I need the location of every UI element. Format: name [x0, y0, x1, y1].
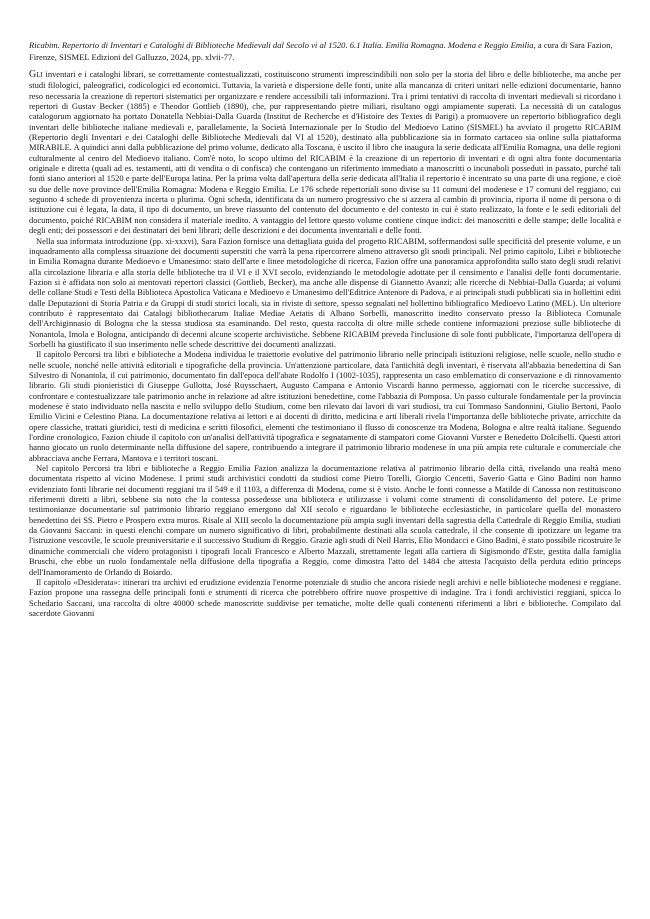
book-details: , a cura di Sara Fazion, Firenze, SISMEL Edizioni del Galluzzo, 2024, pp. xlvii-77.	[29, 40, 613, 62]
review-paragraph: Il capitolo «Desiderata»: itinerari tra archivi ed erudizione evidenzia l'enorme potenziale di studio che ancora risiede negli archivi e nelle biblioteche modenesi e reggiane. Fazion propone una rassegna delle principali fonti e strumenti di ricerca che potrebbero offrire nuove prospettive di indagine. Tra i fondi archivistici reggiani, spicca lo Schedario Saccani, una raccolta di oltre 40000 schede manoscritte suddivise per tematiche, molte delle quali contenenti riferimenti a libri e biblioteche. Compilato dal sacerdote Giovanni	[29, 576, 621, 618]
book-series-title: Ricabim. Repertorio di Inventari e Cataloghi di Biblioteche Medievali dal Secolo vi al 1520. 6.1 Italia. Emilia Romagna. Modena e Reggio Emilia	[29, 40, 534, 50]
review-paragraph: Il capitolo Percorsi tra libri e biblioteche a Modena individua le traiettorie evolutive del patrimonio librario nelle principali istituzioni religiose, nelle scuole, nello studio e nelle scuole, nonché nelle attività editoriali e tipografiche della provincia. Un'attenzione particolare, data l'antichità degli inventari, è riservata all'abbazia benedettina di San Silvestro di Nonantola, il cui patrimonio, documentato fin dall'epoca dell'abate Rodolfo I (1002-1035), rappresenta un caso emblematico di conservazione e di rinnovamento librario. Gli studi pionieristici di Giuseppe Gullotta, José Ruysschaert, Augusto Campana e Antonio Viscardi hanno permesso, aggiornati con le ricerche successive, di confrontare e contestualizzare tale patrimonio anche in relazione ad altre istituzioni benedettine, come l'abbazia di Pomposa. Un passo culturale fondamentale per la provincia modenese è stato individuato nella nascita e nello sviluppo dello Studium, come ben rilevato dai lavori di vari studiosi, tra cui Tommaso Sandonnini, Giulio Bertoni, Paolo Emilio Vicini e Celestino Piana. La documentazione relativa ai lettori e ai docenti di diritto, medicina e arti liberali rivela l'importanza delle biblioteche private, arricchite da opere classiche, trattati giuridici, testi di medicina e scritti filosofici, elementi che testimoniano il flusso di conoscenze tra Modena, Bologna e altre realtà italiane. Seguendo l'ordine cronologico, Fazion chiude il capitolo con un'analisi dell'attività tipografica e segnatamente di stampatori come Giovanni Vurster e Benedetto Dolcibelli. Questi attori hanno giocato un ruolo determinante nella diffusione del sapere, contribuendo a integrare il patrimonio librario modenese in una più ampia rete culturale e commerciale che abbracciava anche Ferrara, Mantova e i territori toscani.	[29, 349, 621, 463]
review-body	[29, 69, 621, 618]
paragraph-text: inventari e i cataloghi librari, se correttamente contestualizzati, costituiscono strumenti imprescindibili non solo per la storia del libro e delle biblioteche, ma anche per studi filologici, paleografici, codicologici ed economici. Tuttavia, la varietà e dispersione delle fonti, unite alla mancanza di criteri unitari nelle edizioni documentarie, hanno reso necessaria la creazione di repertori sistematici per organizzare e rendere accessibili tali informazioni. Tra i primi tentativi di raccolta di inventari medievali si ricordano i repertori di Gustav Becker (1885) e Theodor Gottlieb (1890), che, pur rappresentando pietre miliari, risultano oggi ampiamente superati. La necessità di un catalogus catalogorum aggiornato ha portato Donatella Nebbiai-Dalla Guarda (Institut de Recherche et d'Histoire des Textes di Parigi) a promuovere un repertorio bibliografico degli inventari delle biblioteche italiane medievali e, parallelamente, la Società Internazionale per lo Studio del Medioevo Latino (SISMEL) ha avviato il progetto RICABIM (Repertorio degli Inventari e dei Cataloghi delle Biblioteche Medievali dal VI al 1520), destinato alla pubblicazione sia in formato cartaceo sia online sulla piattaforma MIRABILE. A quindici anni dalla pubblicazione del primo volume, dedicato alla Toscana, è uscito il libro che inaugura la serie dedicata all'Emilia Romagna, una delle regioni culturalmente al centro del Medioevo italiano. Com'è noto, lo scopo ultimo del RICABIM è la creazione di un repertorio di inventari e di ogni altra fonte documentaria originale e diretta (quali ad es. testamenti, atti di vendita o di confisca) che contengano un riferimento immediato a manoscritti o incunaboli posseduti in passato, purché tali fonti siano anteriori al 1520 e parte dell'Europa latina. Per la prima volta dall'apertura della serie dedicata all'Italia il repertorio è incentrato su una parte di una regione, e cioè su due delle nove province dell'Emilia Romagna: Modena e Reggio Emilia. Le 176 schede repertoriali sono divise su 11 comuni del modenese e 17 comuni del reggiano, cui seguono 4 schede di provenienza incerta o plurima. Ogni scheda, identificata da un numero progressivo che si azzera al cambio di provincia, riporta il nome di persona o di istituzione cui è legata, la data, il tipo di documento, un breve riassunto del contenuto del documento e del contesto in cui è stato realizzato, la fonte e le sedi editoriali del documento, poiché RICABIM non considera il materiale inedito. A vantaggio del lettore questo volume contiene cinque indici: dei manoscritti e delle stampe; delle località e degli enti; dei possessori e dei destinatari dei beni librari; delle descrizioni e dei documenta inventariali e delle fonti.	[29, 69, 621, 236]
book-citation	[29, 40, 621, 63]
review-paragraph: Nella sua informata introduzione (pp. xi-xxxvi), Sara Fazion fornisce una dettagliata guida del progetto RICABIM, soffermandosi sulle specificità del presente volume, e un inquadramento alla complessa situazione dei documenti superstiti che varrà la pena ripercorrere almeno attraverso gli snodi principali. Nel primo capitolo, Libri e biblioteche in Emilia Romagna durante Medioevo e Umanesimo: stato dell'arte e linee metodologiche di ricerca, Fazion offre una panoramica approfondita sullo stato degli studi relativi alla circolazione libraria e alla storia delle biblioteche tra il VI e il XVI secolo, evidenziando le metodologie adottate per il censimento e l'analisi delle fonti documentarie. Fazion si è affidata non solo ai mentovati repertori classici (Gottlieb, Becker), ma anche alle dispense di Giannetto Avanzi; alle ricerche di Nebbiai-Dalla Guarda; ai volumi delle collane Studi e Testi della Biblioteca Apostolica Vaticana e Medioevo e Umanesimo dell'Editrice Antenore di Padova, e ai principali studi pubblicati sia in bollettini editi dalle Deputazioni di Storia Patria e da Gruppi di studi storici locali, sia in riviste di settore, spesso segnalati nel bollettino bibliografico Medioevo Latino (MEL). Un ulteriore contributo è rappresentato dai Catalogi bibliothecarum Italiae Mediae Aetatis di Albano Sorbelli, manoscritto inedito conservato presso la Biblioteca Comunale dell'Archiginnasio di Bologna che la stessa studiosa sta esaminando. Del resto, questa raccolta di oltre mille schede contiene informazioni preziose sulle biblioteche di Nonantola, Imola e Bologna, anticipando di decenni alcune scoperte archivistiche. Sebbene RICABIM preveda l'inclusione di sole fonti pubblicate, l'importanza dell'opera di Sorbelli ha giustificato il suo inserimento nelle schede descrittive dei documenti analizzati.	[29, 235, 621, 349]
review-paragraph	[29, 69, 621, 236]
drop-lead: Gli	[29, 69, 43, 80]
review-paragraph: Nel capitolo Percorsi tra libri e biblioteche a Reggio Emilia Fazion analizza la documentazione relativa al patrimonio librario della città, rivelando una realtà meno documentata rispetto al vicino Modenese. I primi studi archivistici condotti da studiosi come Pietro Torelli, Giorgio Cencetti, Saverio Gatta e Gino Badini non hanno evidenziato fonti librarie nei documenti reggiani tra il 549 e il 1103, a differenza di Modena, come si è visto. Anche le fonti connesse a Matilde di Canossa non restituiscono riferimenti diretti a libri, sebbene sia noto che la contessa possedesse una biblioteca e utilizzasse i volumi come strumenti di consolidamento del potere. Le prime testimonianze documentarie sul patrimonio librario reggiano emergono dal XII secolo e riguardano le biblioteche ecclesiastiche, in particolare quella del monastero benedettino dei SS. Pietro e Prospero extra muros. Risale al XIII secolo la documentazione più ampia sugli inventari della sagrestia della Cattedrale di Reggio Emilia, studiati da Giovanni Saccani: in questi elenchi compare un numero significativo di libri, probabilmente destinati alla scuola cattedrale, il che consente di ipotizzare un legame tra l'istruzione vescovile, le scuole preuniversitarie e il successivo Studium di Reggio. Grazie agli studi di Neil Harris, Elio Mondacci e Gino Badini, è stato possibile ricostruire le dinamiche commerciali che videro protagonisti i tipografi locali Francesco e Alberto Mazzali, strettamente legati alla cartiera di Sigismondo d'Este, gestita dalla famiglia Bruschi, che ebbe un ruolo fondamentale nella diffusione della tipografia a Reggio, come dimostra l'atto del 1484 che attesta l'acquisto della perduta editio princeps dell'Inamoramento de Orlando di Boiardo.	[29, 463, 622, 577]
